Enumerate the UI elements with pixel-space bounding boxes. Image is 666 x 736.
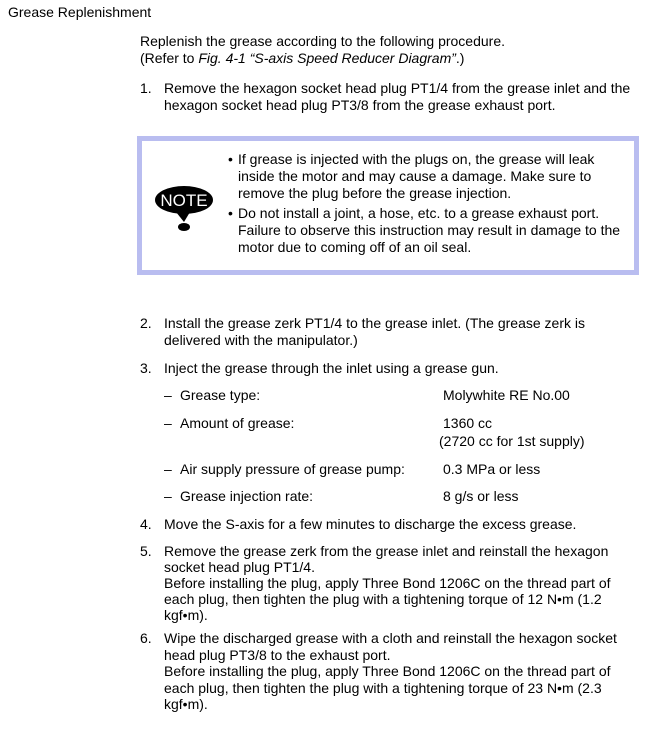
- intro-paragraph: [140, 33, 650, 67]
- spec-label: Amount of grease:: [180, 415, 295, 431]
- note-bullets: [228, 151, 628, 259]
- step-3-text: Inject the grease through the inlet using a grease gun.: [164, 360, 499, 376]
- step-number: 5.: [140, 543, 152, 559]
- step-2-text: Install the grease zerk PT1/4 to the grease inlet. (The grease zerk is delivered with the manipulator.): [164, 315, 585, 348]
- spec-value: Molywhite RE No.00: [443, 387, 570, 403]
- step-5-text: Remove the grease zerk from the grease inlet and reinstall the hexagon socket head plug PT1/4. Before installing the plug, apply Three Bond 1206C on the thread part of each plug, then tighten the plug with a tightening torque of 12 N•m (1.2 kgf•m).: [164, 543, 611, 623]
- figure-reference: Fig. 4-1 “S-axis Speed Reducer Diagram”: [198, 50, 456, 66]
- note-box: [137, 136, 639, 275]
- intro-line: Replenish the grease according to the following procedure.: [140, 33, 506, 49]
- step-number: 4.: [140, 516, 152, 532]
- note-bullet: • If grease is injected with the plugs on, the grease will leak inside the motor and may cause a damage. Make sure to remove the plug before the grease injection.: [228, 151, 595, 201]
- step-number: 3.: [140, 360, 152, 376]
- spec-value: 8 g/s or less: [443, 488, 519, 504]
- note-icon: [154, 185, 214, 237]
- spec-label: Grease type:: [180, 387, 261, 403]
- note-bullet: • Do not install a joint, a hose, etc. to a grease exhaust port. Failure to observe this instruction may result in damage to the motor due to coming off of an oil seal.: [228, 205, 621, 255]
- step-6-text: Wipe the discharged grease with a cloth and reinstall the hexagon socket head plug PT3/8 to the exhaust port. Before installing the plug, apply Three Bond 1206C on the thread part of each plug, then tighten the plug with a tightening torque of 23 N•m (2.3 kgf•m).: [164, 630, 617, 712]
- spec-label: Air supply pressure of grease pump:: [180, 461, 405, 477]
- spec-value: 1360 cc: [443, 415, 493, 431]
- spec-value-secondary: (2720 cc for 1st supply): [439, 433, 585, 449]
- note-icon-label: NOTE: [160, 191, 208, 210]
- section-title: Grease Replenishment: [8, 4, 152, 20]
- step-number: 6.: [140, 630, 152, 646]
- step-number: 1.: [140, 80, 152, 96]
- step-number: 2.: [140, 315, 152, 331]
- step-1-text: Remove the hexagon socket head plug PT1/4 from the grease inlet and the hexagon socket head plug PT3/8 from the grease exhaust port.: [164, 80, 631, 113]
- spec-label: Grease injection rate:: [180, 488, 314, 504]
- spec-value: 0.3 MPa or less: [443, 461, 541, 477]
- step-4-text: Move the S-axis for a few minutes to discharge the excess grease.: [164, 516, 577, 532]
- intro-reference-line: (Refer to Fig. 4-1 “S-axis Speed Reducer Diagram”.): [140, 50, 465, 66]
